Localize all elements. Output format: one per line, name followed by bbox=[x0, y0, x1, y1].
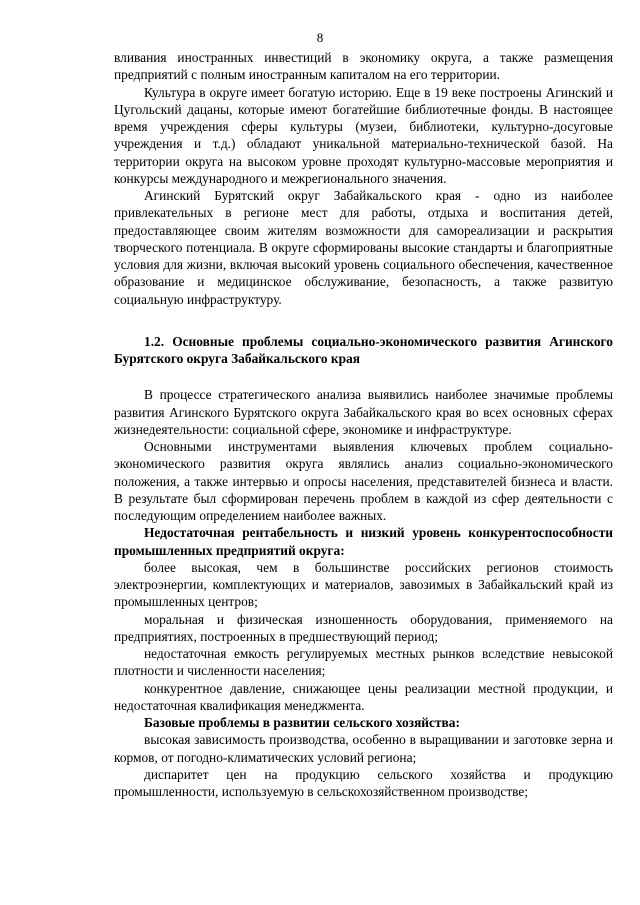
paragraph-analysis: В процессе стратегического анализа выявились наиболее значимые проблемы развития Агинского Бурятского округа Забайкальского края во всех основных сферах жизнедеятельности: социальной сфере, экономике и инфраструктуре. bbox=[114, 387, 613, 437]
problem-group-heading-agriculture: Базовые проблемы в развитии сельского хозяйства: bbox=[144, 715, 460, 730]
problem-item: высокая зависимость производства, особенно в выращивании и заготовке зерна и кормов, от погодно-климатических условий региона; bbox=[114, 732, 613, 765]
section-number: 1.2. bbox=[144, 333, 165, 349]
problem-item: недостаточная емкость регулируемых местных рынков вследствие невысокой плотности и численности населения; bbox=[114, 646, 613, 679]
paragraph: вливания иностранных инвестиций в экономику округа, а также размещения предприятий с полным иностранным капиталом на его территории. bbox=[114, 50, 613, 83]
problem-group-heading-industry: Недостаточная рентабельность и низкий уровень конкурентоспособности промышленных предприятий округа: bbox=[114, 525, 613, 558]
paragraph-attractiveness: Агинский Бурятский округ Забайкальского края - одно из наиболее привлекательных в регионе мест для работы, отдыха и воспитания детей, предоставляющее своим жителям возможности для самореализации и раскрытия творческого потенциала. В округе сформированы высокие стандарты и благоприятные условия для жизни, включая высокий уровень социального обеспечения, качественное образование и медицинское обслуживание, безопасность, а также развитую социальную инфраструктуру. bbox=[114, 188, 613, 307]
problem-item: конкурентное давление, снижающее цены реализации местной продукции, и недостаточная квалификация менеджмента. bbox=[114, 680, 613, 713]
paragraph-instruments: Основными инструментами выявления ключевых проблем социально-экономического развития округа являлись анализ социально-экономического положения, а также интервью и опросы населения, представителей бизнеса и власти. В результате был сформирован перечень проблем в каждой из сфер деятельности с последующим определением наиболее важных. bbox=[114, 439, 613, 523]
problem-item: диспаритет цен на продукцию сельского хозяйства и продукцию промышленности, используемую в сельскохозяйственном производстве; bbox=[114, 766, 613, 799]
page-content bbox=[114, 49, 613, 800]
paragraph-culture: Культура в округе имеет богатую историю. Еще в 19 веке построены Агинский и Цугольский дацаны, которые имеют богатейшие библиотечные фонды. В настоящее время учреждения сферы культуры (музеи, библиотеки, культурно-досуговые учреждения и т.д.) обладают уникальной материально-технической базой. На территории округа на высоком уровне проходят культурно-массовые мероприятия и конкурсы международного и межрегионального значения. bbox=[114, 84, 613, 186]
section-title: Основные проблемы социально-экономического развития Агинского Бурятского округа Забайкальского края bbox=[114, 333, 613, 366]
problem-item: моральная и физическая изношенность оборудования, применяемого на предприятиях, построенных в предшествующий период; bbox=[114, 611, 613, 644]
page-number: 8 bbox=[316, 30, 324, 45]
problem-item: более высокая, чем в большинстве российских регионов стоимость электроэнергии, комплектующих и материалов, завозимых в Забайкальский край из промышленных центров; bbox=[114, 559, 613, 610]
section-heading bbox=[114, 333, 613, 368]
